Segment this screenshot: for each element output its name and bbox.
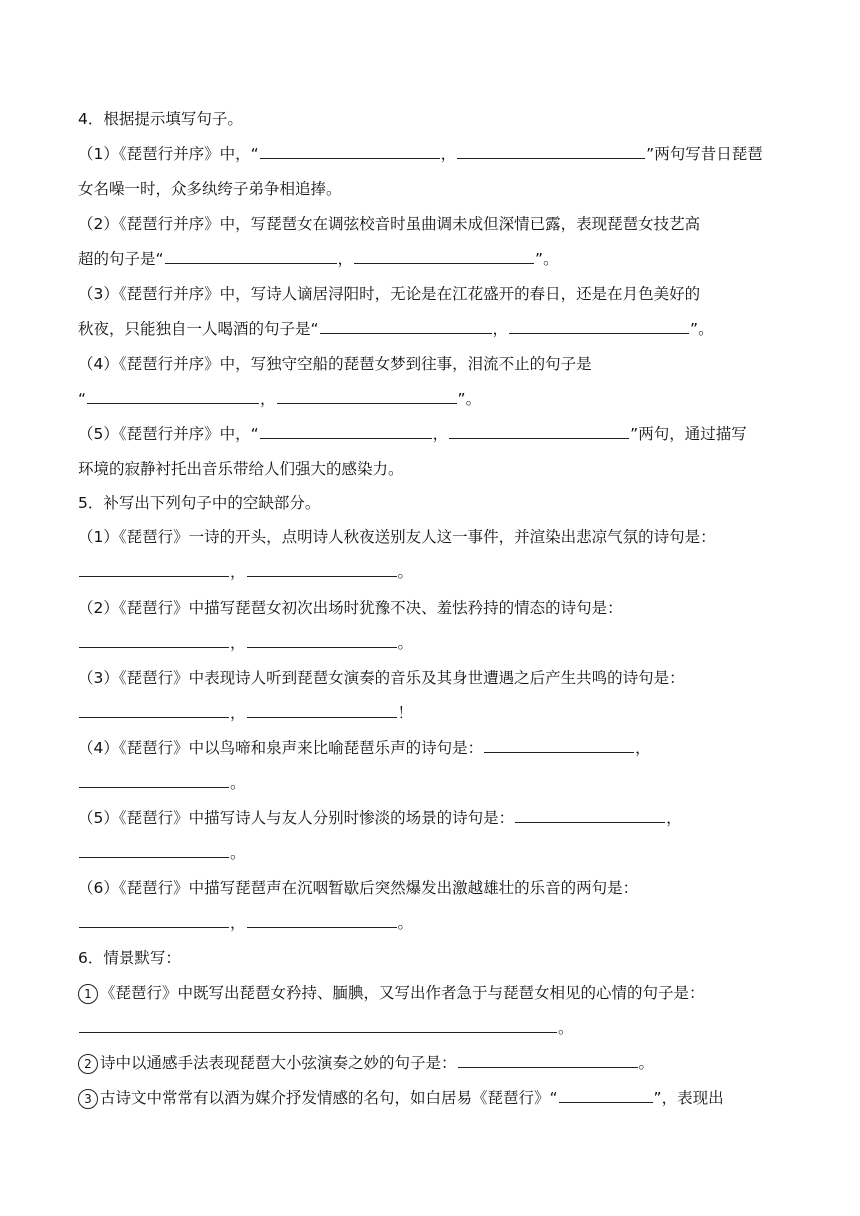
circled-number-2: 2 bbox=[78, 1054, 98, 1074]
answer-blank[interactable] bbox=[247, 912, 397, 928]
q4-item5-line1: （5）《琵琶行并序》中，“ ， ”两句，通过描写 bbox=[78, 425, 747, 443]
q5-item1-line2: ， 。 bbox=[78, 561, 790, 583]
q5-item6-line2: ， 。 bbox=[78, 912, 790, 934]
q5-item5-line1: （5）《琵琶行》中描写诗人与友人分别时惨淡的场景的诗句是： ， bbox=[78, 809, 682, 827]
q6-title: 6．情景默写： bbox=[78, 949, 181, 967]
q4-item5-line2: 环境的寂静衬托出音乐带给人们强大的感染力。 bbox=[78, 460, 404, 478]
q4-item1-line2: 女名噪一时，众多纨绔子弟争相追捧。 bbox=[78, 180, 342, 198]
q5-item2-line2: ， 。 bbox=[78, 632, 790, 654]
circled-number-1: 1 bbox=[78, 984, 98, 1004]
answer-blank[interactable] bbox=[79, 561, 229, 577]
q4-item4-line1: （4）《琵琶行并序》中，写独守空船的琵琶女梦到往事，泪流不止的句子是 bbox=[78, 355, 592, 373]
answer-blank[interactable] bbox=[484, 737, 634, 753]
answer-blank[interactable] bbox=[79, 1017, 557, 1033]
answer-blank[interactable] bbox=[79, 632, 229, 648]
answer-blank[interactable] bbox=[79, 842, 229, 858]
answer-blank[interactable] bbox=[449, 423, 629, 439]
q4-item1-line1: （1）《琵琶行并序》中，“ ， ”两句写昔日琵琶 bbox=[78, 145, 763, 163]
q6-item1-line2: 。 bbox=[78, 1017, 790, 1039]
q6-item3-line: 3 古诗文中常常有以酒为媒介抒发情感的名句，如白居易《琵琶行》“ ”，表现出 bbox=[78, 1087, 790, 1109]
q4-item2-line1: （2）《琵琶行并序》中，写琵琶女在调弦校音时虽曲调未成但深情已露，表现琵琶女技艺高 bbox=[78, 215, 701, 233]
answer-blank[interactable] bbox=[247, 632, 397, 648]
q5-item2-line1: （2）《琵琶行》中描写琵琶女初次出场时犹豫不决、羞怯矜持的情态的诗句是： bbox=[78, 599, 623, 617]
q6-item2-line: 2 诗中以通感手法表现琵琶大小弦演奏之妙的句子是： 。 bbox=[78, 1052, 790, 1074]
answer-blank[interactable] bbox=[509, 318, 689, 334]
answer-blank[interactable] bbox=[277, 388, 457, 404]
answer-blank[interactable] bbox=[515, 807, 665, 823]
q5-item6-line1: （6）《琵琶行》中描写琵琶声在沉咽暂歇后突然爆发出激越雄壮的乐音的两句是： bbox=[78, 879, 639, 897]
answer-blank[interactable] bbox=[354, 248, 534, 264]
q5-item3-line1: （3）《琵琶行》中表现诗人听到琵琶女演奏的音乐及其身世遭遇之后产生共鸣的诗句是： bbox=[78, 669, 685, 687]
answer-blank[interactable] bbox=[79, 772, 229, 788]
q4-item3-line2: 秋夜，只能独自一人喝酒的句子是“ ， ”。 bbox=[78, 320, 714, 338]
answer-blank[interactable] bbox=[260, 143, 440, 159]
answer-blank[interactable] bbox=[247, 561, 397, 577]
q6-item1-line1: 1 《琵琶行》中既写出琵琶女矜持、腼腆，又写出作者急于与琵琶女相见的心情的句子是： bbox=[78, 982, 790, 1004]
q4-title: 4．根据提示填写句子。 bbox=[78, 110, 243, 128]
answer-blank[interactable] bbox=[457, 143, 645, 159]
q5-title: 5．补写出下列句子中的空缺部分。 bbox=[78, 494, 321, 512]
answer-blank[interactable] bbox=[247, 702, 397, 718]
q4-item4-line2: “ ， ”。 bbox=[78, 390, 482, 408]
answer-blank[interactable] bbox=[559, 1087, 653, 1103]
q4-item3-line1: （3）《琵琶行并序》中，写诗人谪居浔阳时，无论是在江花盛开的春日，还是在月色美好的 bbox=[78, 285, 701, 303]
answer-blank[interactable] bbox=[79, 912, 229, 928]
q5-item1-line1: （1）《琵琶行》一诗的开头，点明诗人秋夜送别友人这一事件，并渲染出悲凉气氛的诗句是： bbox=[78, 528, 716, 546]
q5-item4-line2: 。 bbox=[78, 772, 790, 794]
q4-item2-line2: 超的句子是“ ， ”。 bbox=[78, 250, 559, 268]
answer-blank[interactable] bbox=[260, 423, 432, 439]
q5-item5-line2: 。 bbox=[78, 842, 790, 864]
circled-number-3: 3 bbox=[78, 1089, 98, 1109]
answer-blank[interactable] bbox=[87, 388, 259, 404]
q5-item3-line2: ， ！ bbox=[78, 702, 790, 724]
q5-item4-line1: （4）《琵琶行》中以鸟啼和泉声来比喻琵琶乐声的诗句是： ， bbox=[78, 739, 651, 757]
answer-blank[interactable] bbox=[79, 702, 229, 718]
answer-blank[interactable] bbox=[320, 318, 492, 334]
answer-blank[interactable] bbox=[458, 1052, 638, 1068]
answer-blank[interactable] bbox=[165, 248, 337, 264]
